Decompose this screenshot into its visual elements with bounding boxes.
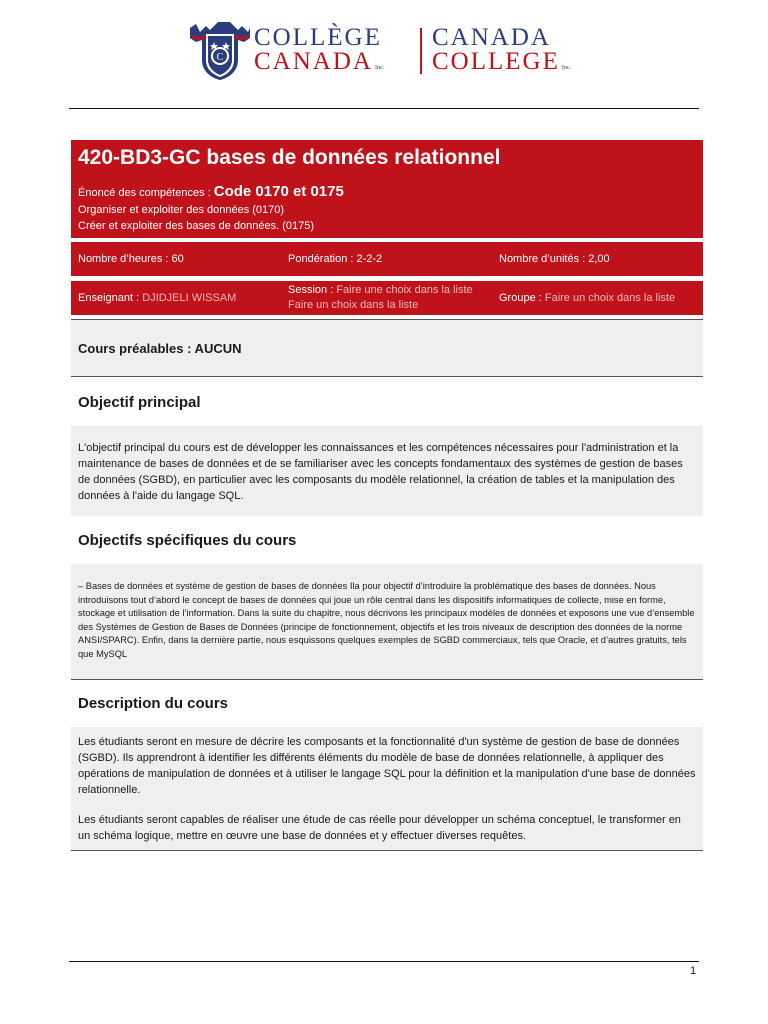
hours-row <box>71 242 703 276</box>
teacher-row <box>71 281 703 315</box>
crest-icon <box>188 20 252 82</box>
page-number: 1 <box>690 965 697 977</box>
objectifs-specifiques-text: – Bases de données et système de gestion de bases de données Ila pour objectif d’introduire la problématique des bases de données. Nous introduisons tout d’abord le concept de bases de données qui joue un rôle central dans les dispositifs informatiques de collecte, mise en forme, stockage et utilisation de l’information. Dans la suite du chapitre, nous décrivons les principaux modèles de données et exposons une vue d’ensemble des Systèmes de Gestion de Bases de Données (principe de fonctionnement, objectifs et les trois niveaux de description des données de la norme ANSI/SPARC). Enfin, dans la dernière partie, nous esquissons quelques exemples de SGBD commerciaux, tels que Oracle, et d’autres gratuits, tels que MySQL <box>78 581 695 659</box>
svg-text:C: C <box>216 52 224 63</box>
nombre-heures: Nombre d’heures : 60 <box>78 253 184 265</box>
cours-prealables: Cours préalables : AUCUN <box>78 341 242 356</box>
description-para-2: Les étudiants seront capables de réaliser une étude de cas réelle pour développer un schéma conceptuel, le transformer en un schéma logique, mettre en œuvre une base de données et y effectuer diverses requêtes. <box>78 814 681 842</box>
logo-separator <box>420 28 422 74</box>
header-rule <box>69 108 699 109</box>
course-title-box <box>71 140 703 238</box>
divider <box>71 850 703 851</box>
logo-text-canada: CANADA Inc. <box>254 48 385 75</box>
objectif-principal-text: L'objectif principal du cours est de développer les connaissances et les compétences nécessaires pour l'administration et la maintenance de bases de données et de se familiariser avec les concepts fondamentaux des systèmes de gestion de bases de données (SGBD), en particulier avec les composants du modèle relationnel, la création de tables et la manipulation des données à l'aide du langage SQL. <box>78 442 683 502</box>
objectif-principal-title: Objectif principal <box>78 394 201 411</box>
session: Session : Faire une choix dans la liste <box>288 284 473 296</box>
college-logo <box>188 20 588 82</box>
enonce-competences: Énoncé des compétences : Code 0170 et 0175 <box>78 183 344 200</box>
session-select[interactable]: Faire une choix dans la liste <box>336 284 473 296</box>
competence-0170: Organiser et exploiter des données (0170) <box>78 204 285 216</box>
enseignant-value[interactable]: DJIDJELI WISSAM <box>142 292 237 304</box>
description-para-1: Les étudiants seront en mesure de décrire les composants et la fonctionnalité d'un système de gestion de base de données (SGBD). Ils apprendront à identifier les différents éléments du modèle de base de données relationnelle, à appliquer des opérations de manipulation de données et à utiliser le langage SQL pour la définition et la manipulation d'une base de données relationnelle. <box>78 736 696 796</box>
groupe: Groupe : Faire un choix dans la liste <box>499 292 676 304</box>
logo-text-college-en: COLLEGE Inc. <box>432 48 572 75</box>
ponderation: Pondération : 2-2-2 <box>288 253 383 265</box>
competence-0175: Créer et exploiter des bases de données. (0175) <box>78 220 315 232</box>
objectifs-specifiques-title: Objectifs spécifiques du cours <box>78 532 297 549</box>
divider <box>71 376 703 377</box>
enseignant: Enseignant : DJIDJELI WISSAM <box>78 292 237 304</box>
logo-text-canada-en: CANADA <box>432 24 551 51</box>
divider <box>71 679 703 680</box>
description-title: Description du cours <box>78 695 229 712</box>
footer-rule <box>69 961 699 962</box>
nombre-unites: Nombre d’unités : 2,00 <box>499 253 610 265</box>
groupe-select[interactable]: Faire un choix dans la liste <box>544 292 676 304</box>
logo-text-college: COLLÈGE <box>254 24 382 51</box>
course-title: 420-BD3-GC bases de données relationnel <box>78 146 501 169</box>
session-select-2[interactable]: Faire un choix dans la liste <box>288 299 419 311</box>
